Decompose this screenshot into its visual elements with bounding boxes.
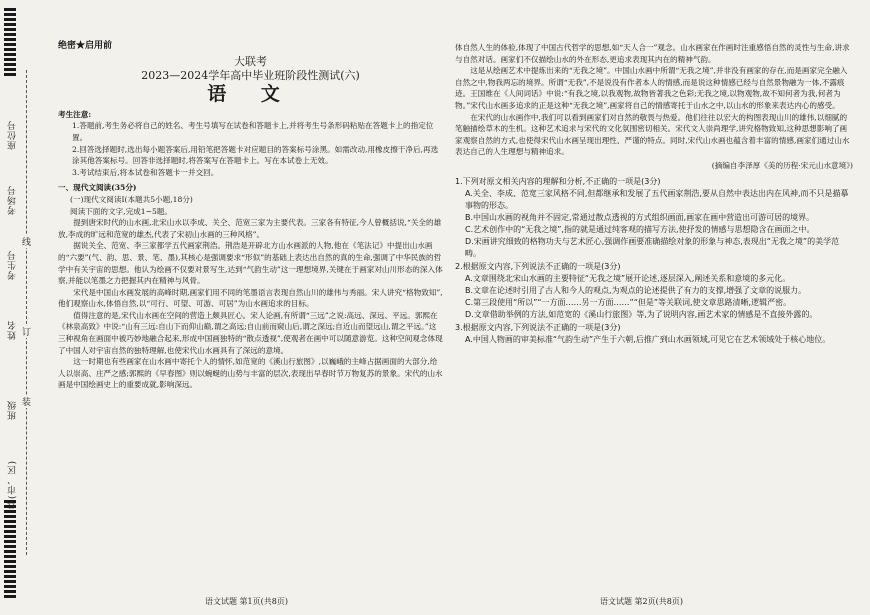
barcode-top bbox=[4, 8, 16, 78]
reading-direction: 阅读下面的文字,完成1~5题。 bbox=[70, 206, 172, 216]
passage-paragraph: 据说关全、范宽、李三家都学五代画家荆浩。荆浩是开辟北方山水画派的人物,他在《笔法记》中提出山水画的“六要”(气、韵、思、景、笔、墨),其核心是强调要求“形似”的基础上表达出自然的真的生命,强调了中华民族的哲学中有关宇宙的思想。他认为绘画不仅要对景写生,达到“气韵生动”这一理想境界,关键在于画家对山川形态的深入体察,并能以笔墨之力把握其内在精神与风骨。 bbox=[58, 241, 443, 286]
barcode-bottom bbox=[4, 500, 16, 600]
secret-label: 绝密★启用前 bbox=[58, 41, 113, 51]
student-no-label: 考生号 bbox=[8, 250, 18, 280]
instruction-item: 1.答题前,考生务必将自己的姓名、考生号填写在试卷和答题卡上,并将考生号条形码粘贴在答题卡上的指定位置。 bbox=[72, 121, 434, 142]
question-option: A.文章围绕北宋山水画的主要特征“无我之境”展开论述,逐层深入,阐述关系和意境的多元化。 bbox=[465, 273, 791, 283]
cut-mark-line: 线 bbox=[22, 235, 31, 248]
page-1-column bbox=[58, 34, 443, 579]
question-option: B.中国山水画的视角并不固定,常通过散点透视的方式组织画面,画家在画中营造出可游可居的境界。 bbox=[465, 212, 815, 222]
question-stem: 1.下列对原文相关内容的理解和分析,不正确的一项是(3分) bbox=[455, 176, 661, 186]
instructions-heading: 考生注意: bbox=[58, 109, 92, 119]
seat-label: 座位号 bbox=[8, 120, 18, 150]
question-option: D.文章借助举例的方法,如范宽的《溪山行旅图》等,为了说明内容,画艺术家的情感是不直接外露的。 bbox=[465, 309, 818, 319]
class-label: 班级 bbox=[8, 400, 18, 420]
cut-mark-zhuang: 装 bbox=[22, 395, 31, 408]
instruction-item: 2.回答选择题时,选出每小题答案后,用铅笔把答题卡对应题目的答案标号涂黑。如需改动,用橡皮擦干净后,再选涂其他答案标号。回答非选择题时,将答案写在答题卡上。写在本试卷上无效。 bbox=[72, 144, 439, 166]
instruction-item: 3.考试结束后,将本试卷和答题卡一并交回。 bbox=[72, 167, 219, 177]
exam-title: 2023—2024学年高中毕业班阶段性测试(六) bbox=[141, 68, 360, 82]
page-footer-2: 语文试题 第2页(共8页) bbox=[600, 597, 683, 606]
passage-paragraph: 值得注意的是,宋代山水画在空间的营造上颇具匠心。宋人论画,有所谓“三远”之说:高远、深远、平远。郭熙在《林泉高致》中说:“山有三远:自山下而仰山巅,谓之高远;自山前而窥山后,谓之深远;自近山而望远山,谓之平远。”这三种视角在画面中被巧妙地融合起来,形成中国画独特的“散点透视”,使观者在画中可以随意游览。这种空间观念体现了中国人对宇宙自然的独特理解,也使宋代山水画具有了深远的意境。 bbox=[58, 310, 443, 355]
binding-strip bbox=[0, 0, 40, 615]
name-label: 姓名 bbox=[8, 320, 18, 340]
passage-paragraph: 在宋代的山水画作中,我们可以看到画家们对自然的敬畏与热爱。他们往往以宏大的构图表现山川的雄伟,以细腻的笔触描绘草木的生机。这种艺术追求与宋代的文化氛围密切相关。宋代文人崇尚理学,讲究格物致知,这种思想影响了画家观察自然的方式,也使得宋代山水画呈现出理性、严谨的特点。同时,宋代山水画也蕴含着丰富的情感,画家们通过山水表达自己的人生理想与精神追求。 bbox=[455, 112, 850, 157]
page-footer-1: 语文试题 第1页(共8页) bbox=[205, 597, 288, 606]
passage-paragraph: 这是从绘画艺术中提炼出来的“无我之境”。中国山水画中所谓“无我之境”,并非没有画家的存在,而是画家完全融入自然之中,物我两忘的境界。所谓“无我”,不是说没有作者本人的情感,而是说这种情感已经与自然景物融为一体,不露痕迹。王国维在《人间词话》中说:“有我之境,以我观物,故物皆著我之色彩;无我之境,以物观物,故不知何者为我,何者为物。”宋代山水画多追求的正是这种“无我之境”,画家将自己的情感寄托于山水之中,以山水的形象来表达内心的感受。 bbox=[455, 66, 848, 110]
cut-mark-ding: 订 bbox=[22, 325, 31, 338]
question-option: B.文章在论述时引用了古人和今人的观点,为观点的论述提供了有力的支撑,增强了文章的说服力。 bbox=[465, 285, 807, 295]
page-2-column bbox=[455, 42, 853, 577]
question-stem: 2.根据原文内容,下列说法不正确的一项是(3分) bbox=[455, 261, 621, 271]
passage-paragraph: 这一时期也有些画家在山水画中寄托个人的情怀,如范宽的《溪山行旅图》,以巍峨的主峰占据画面的大部分,给人以崇高、庄严之感;郭熙的《早春图》则以蜿蜒的山势与丰富的层次,表现出早春时节万物复苏的景象。宋代的山水画是中国绘画史上的重要成就,影响深远。 bbox=[58, 357, 443, 390]
exam-brand: 大联考 bbox=[234, 55, 267, 68]
exam-no-label: 考场号 bbox=[8, 185, 18, 215]
subject-title: 语 文 bbox=[207, 83, 294, 106]
question-option: D.宋画讲究细致的格物功夫与艺术匠心,强调作画要准确描绘对象的形象与神态,表现出“无我之境”的美学范畴。 bbox=[465, 236, 840, 258]
question-stem: 3.根据原文内容,下列说法不正确的一项是(3分) bbox=[455, 322, 621, 332]
subsection-heading: (一)现代文阅读Ⅰ(本题共5小题,18分) bbox=[70, 194, 193, 204]
section-heading: 一、现代文阅读(35分) bbox=[58, 183, 137, 193]
question-option: A.关全、李成、范宽三家风格不同,但都继承和发展了五代画家荆浩,要从自然中表达出内在风神,而不只是描摹事物的形态。 bbox=[465, 188, 849, 210]
question-option: A.中国人物画的审美标准“气韵生动”产生于六朝,后推广到山水画领域,可见它在艺术领域处于核心地位。 bbox=[465, 334, 831, 344]
binding-dashed-line bbox=[26, 70, 27, 555]
question-option: C.第三段使用“所以”“一方面……另一方面……”“但是”等关联词,使文章思路清晰,逻辑严密。 bbox=[465, 297, 792, 307]
question-option: C.艺术创作中的“无我之境”,指的就是通过纯客观的描写方法,使抒发的情感与思想隐含在画面之中。 bbox=[465, 224, 815, 234]
passage-paragraph: 宋代是中国山水画发展的高峰时期,画家们用不同的笔墨语言表现自然山川的雄伟与秀丽。宋人讲究“格物致知”,他们观察山水,体悟自然,以“可行、可望、可游、可居”为山水画追求的目标。 bbox=[58, 287, 443, 309]
passage-paragraph: 体自然人生的体验,体现了中国古代哲学的思想,如“天人合一”观念。山水画家在作画时注重感悟自然的灵性与生命,讲求与自然对话。画家们不仅描绘山水的外在形态,更追求表现其内在的精神气韵。 bbox=[455, 43, 850, 64]
passage-source: (摘编自李泽厚《美的历程·宋元山水意境》) bbox=[711, 160, 853, 170]
county-label: 县(市、区) bbox=[8, 460, 18, 510]
passage-paragraph: 提到唐宋时代的山水画,北宋山水以李成、关仝、范宽三家为主要代表。三家各有特征,今人曾概括说,“关全的雄放,李成的旷远和范宽的雄杰,代表了宋初山水画的三种风格”。 bbox=[58, 218, 442, 239]
